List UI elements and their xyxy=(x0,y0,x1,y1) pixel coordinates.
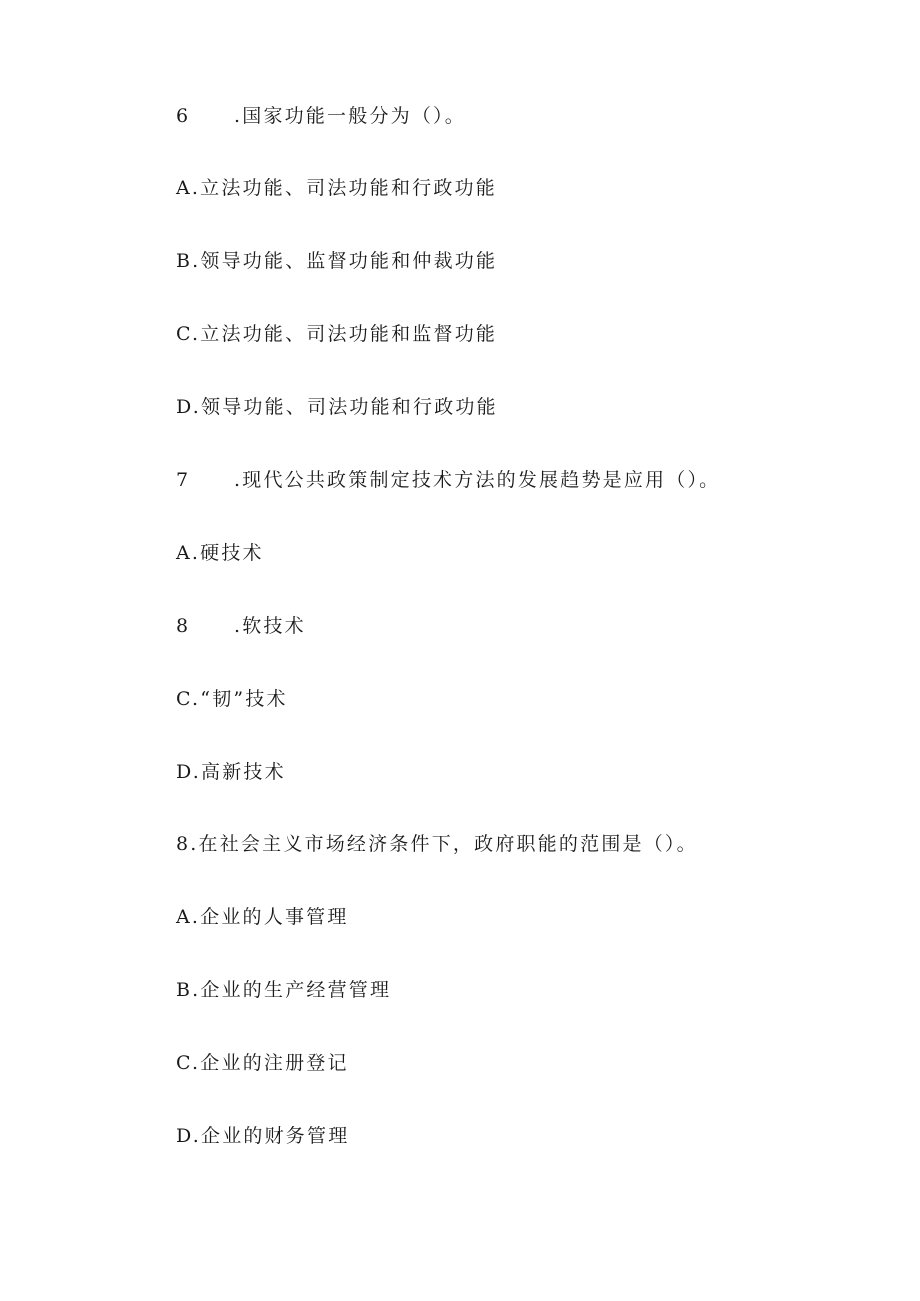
question-7-option-b xyxy=(176,611,306,641)
question-8-option-c: C.企业的注册登记 xyxy=(176,1052,349,1074)
question-7-stem xyxy=(176,465,720,495)
question-number: 8 xyxy=(176,615,189,637)
question-6-option-c: C.立法功能、司法功能和监督功能 xyxy=(176,323,498,345)
question-text: .国家功能一般分为（）。 xyxy=(234,105,466,127)
option-text: .软技术 xyxy=(234,615,306,637)
question-number: 6 xyxy=(176,105,189,127)
question-6-option-d: D.领导功能、司法功能和行政功能 xyxy=(176,396,498,418)
question-8-option-a: A.企业的人事管理 xyxy=(176,906,349,928)
question-text: .现代公共政策制定技术方法的发展趋势是应用（）。 xyxy=(234,469,721,491)
question-6-option-a: A.立法功能、司法功能和行政功能 xyxy=(176,177,497,199)
question-8-stem: 8.在社会主义市场经济条件下，政府职能的范围是（）。 xyxy=(176,833,698,855)
question-7-option-d: D.高新技术 xyxy=(176,761,286,783)
question-6-stem xyxy=(176,101,466,131)
question-8-option-b: B.企业的生产经营管理 xyxy=(176,979,392,1001)
question-number: 7 xyxy=(176,469,189,491)
question-8-option-d: D.企业的财务管理 xyxy=(176,1125,350,1147)
question-7-option-c: C.“韧”技术 xyxy=(176,688,288,710)
question-6-option-b: B.领导功能、监督功能和仲裁功能 xyxy=(176,250,498,272)
question-7-option-a: A.硬技术 xyxy=(176,542,264,564)
